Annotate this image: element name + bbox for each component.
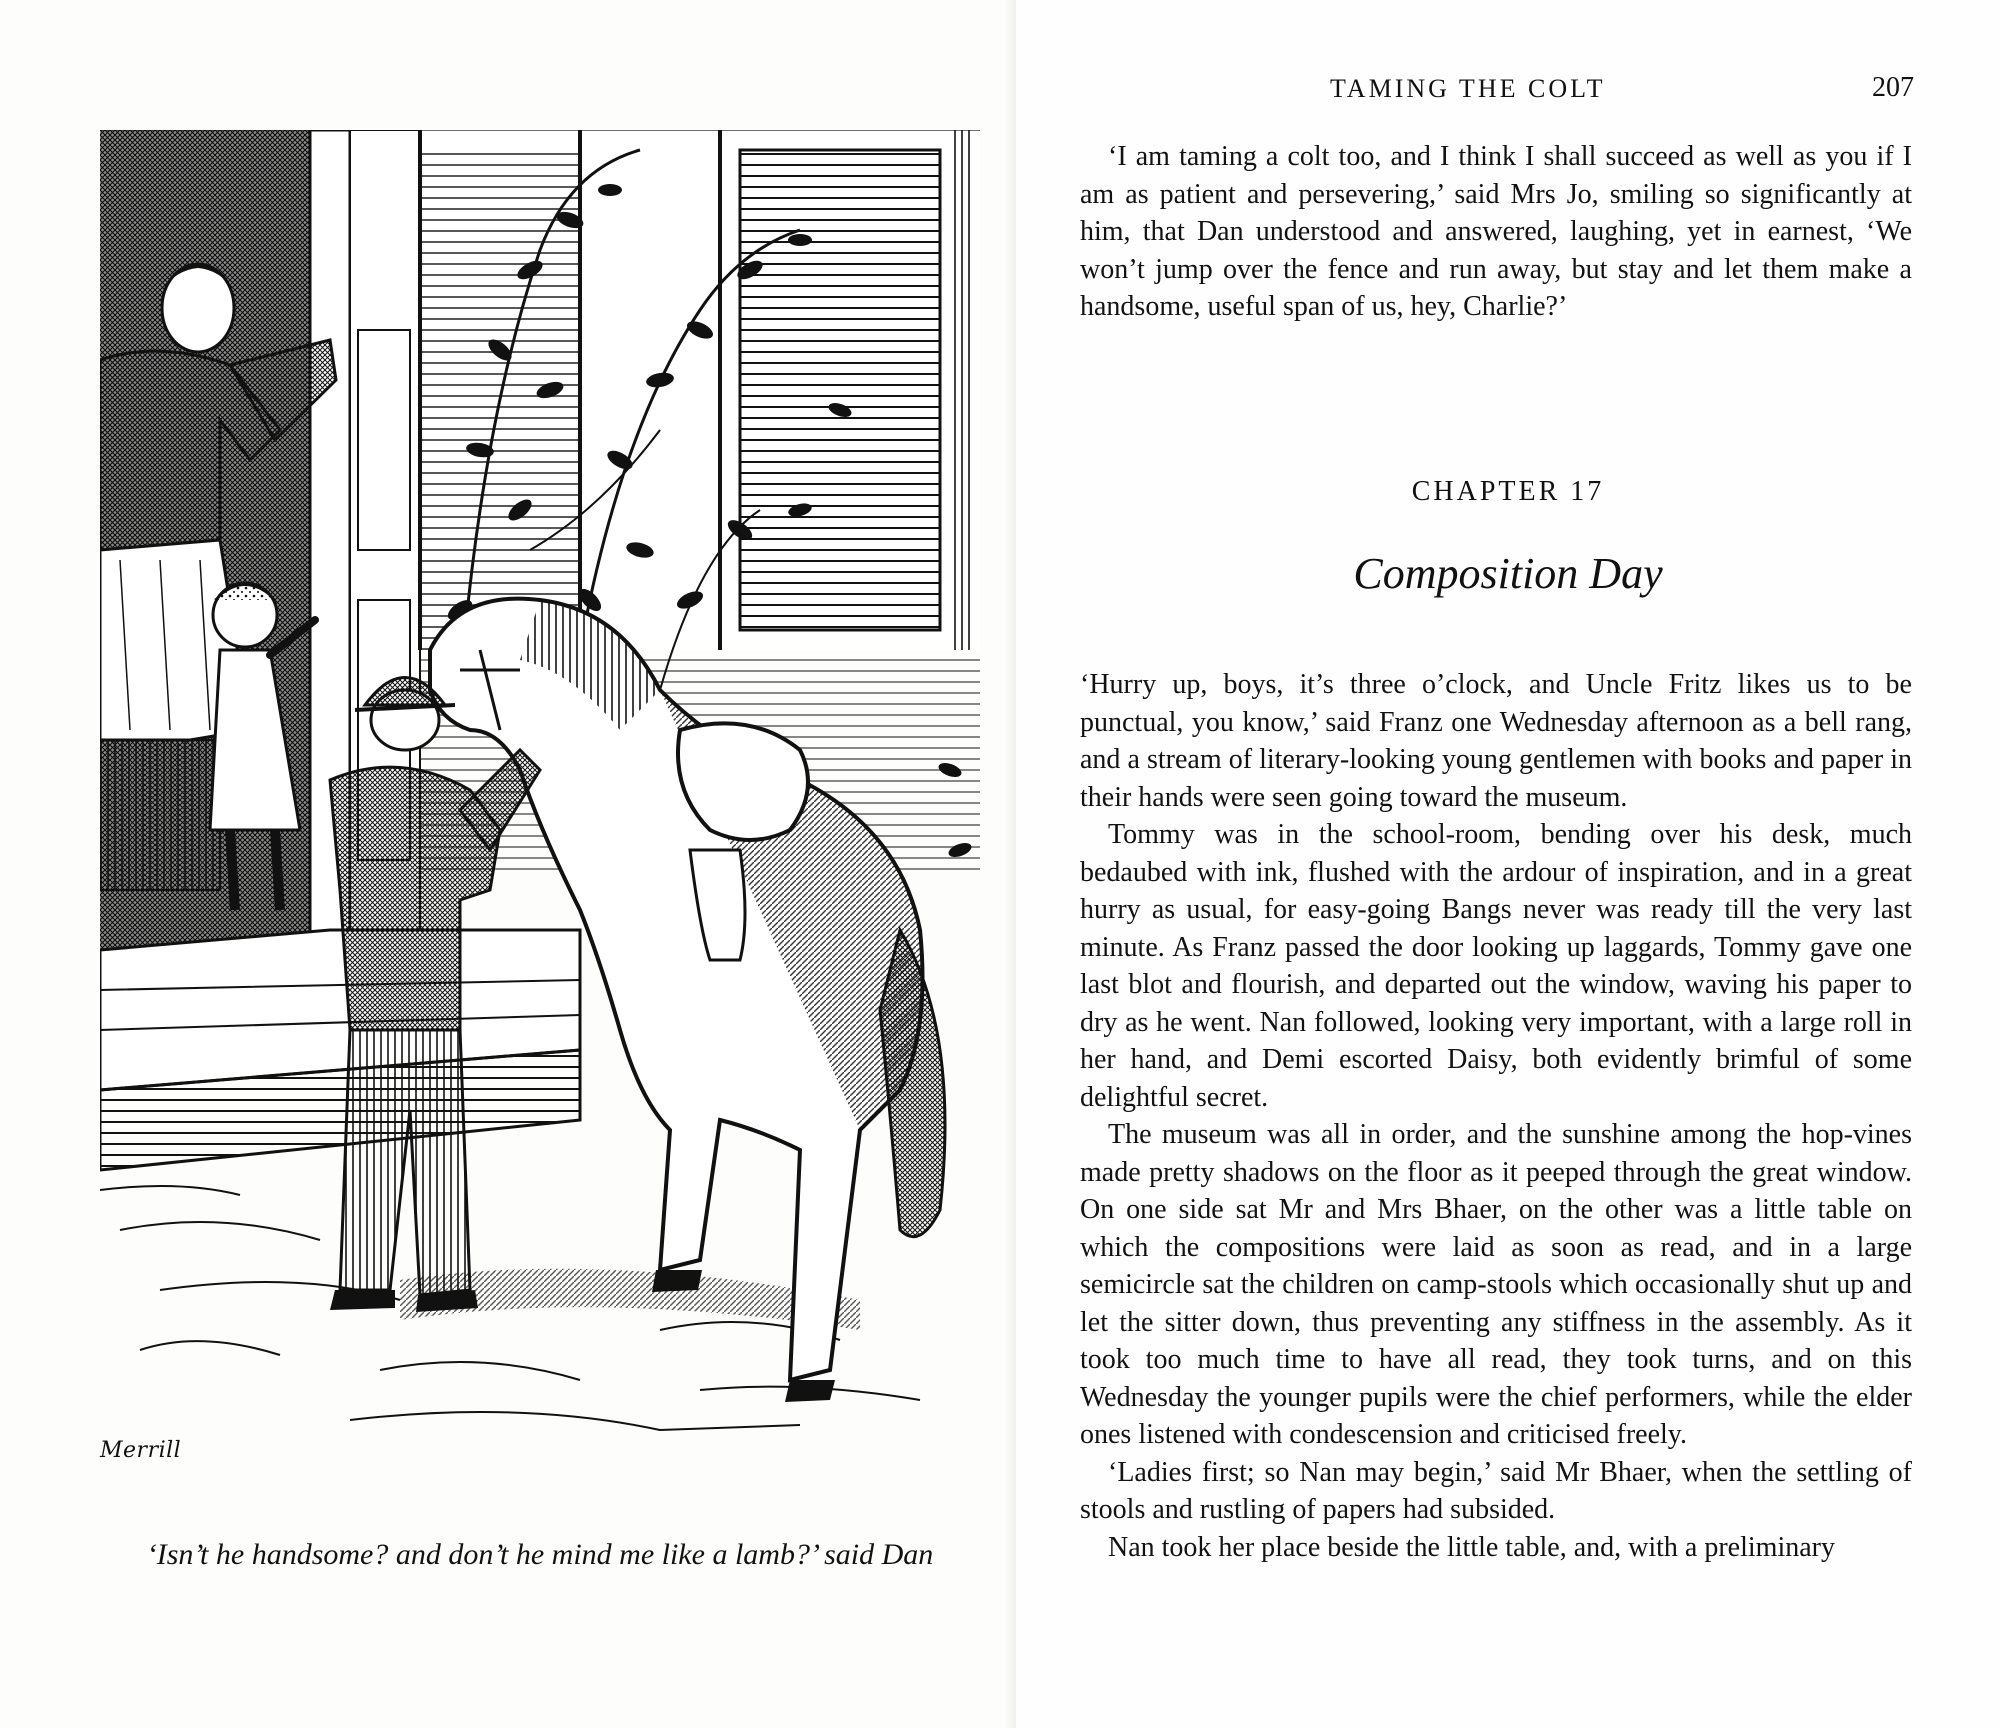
paragraph: ‘Ladies first; so Nan may begin,’ said Mr Bhaer, when the settling of stools and rustling of papers had subsided. [1080,1456,1912,1525]
running-head: TAMING THE COLT [1330,74,1606,103]
page-number: 207 [1872,72,1914,103]
paragraph: Nan took her place beside the little table, and, with a preliminary [1108,1531,1835,1563]
chapter-body [1080,666,1912,1566]
illustration [100,130,980,1460]
porch-step [100,930,580,1170]
window-shutter [740,150,940,630]
paragraph: Tommy was in the school-room, bending over his desk, much bedaubed with ink, flushed with the ardour of inspiration, and in a great hurry as usual, for easy-going Bangs never was ready till the very last minute. As Franz passed the door looking up laggards, Tommy gave one last blot and flourish, and departed out the window, waving his paper to dry as he went. Nan followed, looking very important, with a large roll in her hand, and Demi escorted Daisy, both evidently brimful of some delightful secret. [1080,819,1912,1113]
chapter-label: CHAPTER 17 [1411,476,1605,507]
illustration-caption: ‘Isn’t he handsome? and don’t he mind me like a lamb?’ said Dan [146,1538,934,1571]
opening-paragraph: ‘I am taming a colt too, and I think I shall succeed as well as you if I am as patient and persevering,’ said Mrs Jo, smiling so significantly at him, that Dan understood and answered, laughing, yet in earnest, ‘We won’t jump over the fence and run away, but stay and let them make a handsome, useful span of us, hey, Charlie?’ [1080,141,1912,322]
opening-text [1080,138,1912,326]
paragraph: ‘Hurry up, boys, it’s three o’clock, and Uncle Fritz likes us to be punctual, you know,’ said Franz one Wednesday afternoon as a bell rang, and a stream of literary-looking young gentlemen with books and paper in their hands were seen going toward the museum. [1080,669,1912,813]
chapter-title: Composition Day [1353,549,1663,598]
engraving [100,130,980,1460]
artist-signature: Merrill [100,1438,182,1463]
paragraph: The museum was all in order, and the sunshine among the hop-vines made pretty shadows on the floor as it peeped through the great window. On one side sat Mr and Mrs Bhaer, on the other was a little table on which the compositions were laid as soon as read, and in a large semicircle sat the children on camp-stools which occasionally shut up and let the sitter down, thus preventing any stiffness in the assembly. As it took too much time to have all read, they took turns, and on this Wednesday the younger pupils were the chief performers, while the elder ones listened with condescension and criticised freely. [1080,1119,1912,1450]
horse-tail [880,930,945,1237]
